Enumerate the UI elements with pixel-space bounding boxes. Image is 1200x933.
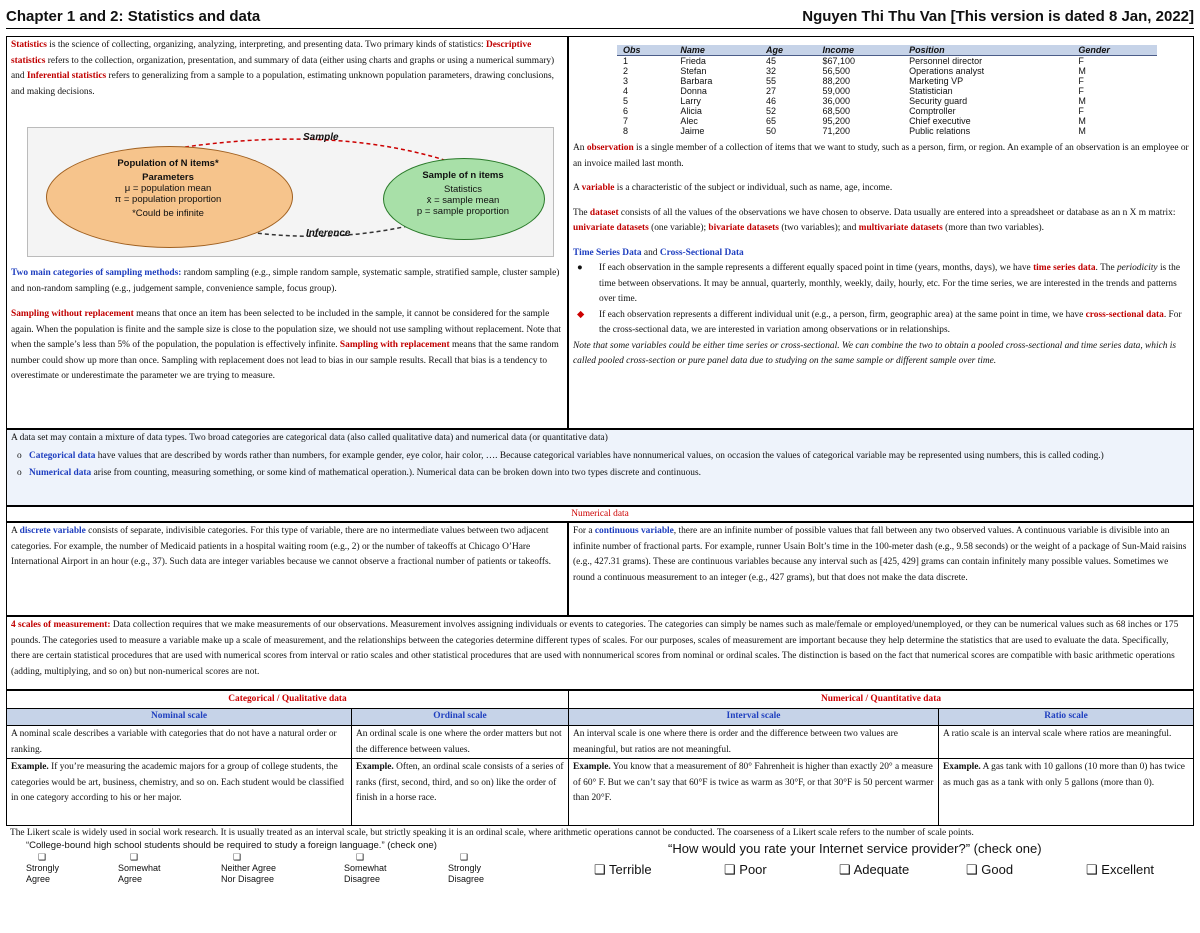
population-note: *Could be infinite xyxy=(132,208,204,219)
table-cell: 7 xyxy=(623,116,629,126)
statistics-text: is the science of collecting, organizing, analyzing, interpreting, and presenting data. Two primary kinds of statistics: xyxy=(46,40,484,50)
checkbox-icon[interactable]: ❑ xyxy=(1086,862,1102,877)
rating-option-label: Adequate xyxy=(853,862,910,877)
likert-option-label: Agree xyxy=(26,874,51,884)
sample-arrow-label: Sample xyxy=(303,132,339,143)
table-cell: 27 xyxy=(766,86,777,96)
bullet-icon: ◆ xyxy=(577,309,585,320)
numerical-data-header: Numerical data xyxy=(6,506,1194,522)
sampling-methods-term: Two main categories of sampling methods: xyxy=(11,268,182,278)
table-cell: 88,200 xyxy=(822,76,850,86)
timeseries-heading-a: Time Series Data xyxy=(573,247,642,258)
scales-table xyxy=(6,690,1194,826)
timeseries-note: Note that some variables could be either time series or cross-sectional. We can combine the two to obtain a pooled cross-sectional and time series data, which is called pooled cross-section or pure panel data due to studying on the same sample or different sample over time. xyxy=(573,340,1177,367)
sample-cloud-text xyxy=(388,170,538,217)
table-row xyxy=(617,116,1157,126)
likert-option-label: Strongly xyxy=(26,863,60,873)
checkbox-icon[interactable]: ❑ xyxy=(966,862,982,877)
with-replacement-term: Sampling with replacement xyxy=(339,340,450,351)
population-title: Population of N items* xyxy=(117,158,219,169)
likert-examples xyxy=(6,840,1194,890)
observations-table xyxy=(617,45,1157,136)
population-params: Parameters xyxy=(142,172,194,183)
table-cell: F xyxy=(1078,86,1084,96)
observation-text: is a single member of a collection of items that we want to study, such as a person, firm, or region. An example of an observation is an employee or an invoice mailed last month. xyxy=(573,143,1189,169)
interval-column xyxy=(569,709,939,825)
likert-option-label: Somewhat xyxy=(344,863,387,873)
table-cell: 3 xyxy=(623,76,629,86)
checkbox-icon[interactable]: ❑ xyxy=(130,852,139,862)
scales-paragraph xyxy=(6,616,1194,690)
table-cell: 32 xyxy=(766,66,777,76)
table-row xyxy=(617,86,1157,96)
rating-option[interactable] xyxy=(724,862,767,878)
numerical-term: Numerical data xyxy=(29,468,92,479)
rating-option[interactable] xyxy=(1086,862,1154,878)
table-cell: M xyxy=(1078,66,1086,76)
nominal-example-text: If you’re measuring the academic majors for a group of college students, the categories would be art, business, chemistry, and so on. Each student would be classified in one category according to his or her major. xyxy=(11,762,344,804)
table-cell: Public relations xyxy=(909,126,971,136)
rating-option-label: Excellent xyxy=(1101,862,1155,877)
likert-option-label: Somewhat xyxy=(118,863,161,873)
table-cell: 50 xyxy=(766,126,777,136)
likert-option-label: Nor Disagree xyxy=(221,874,275,884)
population-cloud-text xyxy=(68,158,268,219)
datatypes-panel xyxy=(6,429,1194,506)
likert-option[interactable] xyxy=(118,852,161,885)
left-top-panel xyxy=(6,36,568,429)
multivariate-term: multivariate datasets xyxy=(858,223,943,234)
timeseries-bullet-1 xyxy=(573,261,1189,308)
right-top-panel xyxy=(568,36,1194,429)
page xyxy=(6,6,1194,921)
scales-text: Data collection requires that we make measurements of our observations. Measurement involves assigning individuals or events to categories. The categories can simply be names such as male/female or employed/unemployed, or they can be numerical values such as 68 inches or 175 pounds. The categories used to measure a variable make up a scale of measurement, and the relationships between the categories determine different types of scales. For our purposes, scales of measurement are important because they help determine the statistics that are used to evaluate the data. Specifically, there are certain statistical procedures that are used with numerical scores from interval or ratio scales and other statistical procedures that are used with nonnumerical scores from nominal or ordinal scales. The distinction is based on the fact that numerical scores are compatible with basic arithmetic operations (adding, multiplying, and so on) but non-numerical scores are not. xyxy=(11,620,1179,677)
table-cell: Frieda xyxy=(680,56,706,66)
ratio-example-label: Example. xyxy=(943,762,981,772)
checkbox-icon[interactable]: ❑ xyxy=(233,852,242,862)
interval-example-text: You know that a measurement of 80° Fahrenheit is higher than exactly 20° a measure of 60° F. But we can’t say that 60°F is twice as warm as 30°F, or that 30°F is 50 percent warmer than 20°F. xyxy=(573,762,934,804)
bullet1-post: is the time between observations. It may be annual, quarterly, monthly, weekly, daily, hourly, etc. For the time series, we are interested in the trends and patterns over time. xyxy=(599,263,1181,305)
obs-col-header: Gender xyxy=(1072,45,1157,56)
descriptive-text: refers to the collection, organization, presentation, and summary of data (either using charts and graphs or using a numerical summary) and xyxy=(11,55,555,82)
circle-bullet-icon: o xyxy=(17,450,22,461)
continuous-term: continuous variable xyxy=(594,526,674,536)
nominal-column xyxy=(7,709,352,825)
intro-paragraph xyxy=(7,37,567,101)
rating-option-label: Poor xyxy=(739,862,767,877)
interval-example xyxy=(569,759,938,808)
obs-col-header: Name xyxy=(674,45,760,56)
table-cell: Larry xyxy=(680,96,701,106)
sample-xbar: x̄ = sample mean xyxy=(426,195,500,206)
categorical-text: have values that are described by words rather than numbers, for example gender, eye color, hair color, …. Because categorical variables have nonnumerical values, on occasion the values of categorical variable may be represented using numbers, this is called coding.) xyxy=(95,450,1104,461)
table-row xyxy=(617,106,1157,116)
ratio-definition: A ratio scale is an interval scale where ratios are meaningful. xyxy=(939,726,1193,759)
discrete-term: discrete variable xyxy=(19,526,86,536)
table-cell: 56,500 xyxy=(822,66,850,76)
table-cell: 6 xyxy=(623,106,629,116)
table-cell: Stefan xyxy=(680,66,707,76)
rating-option[interactable] xyxy=(839,862,909,878)
bivariate-text: (two variables); and xyxy=(778,223,859,234)
obs-col-header: Income xyxy=(816,45,903,56)
table-cell: Personnel director xyxy=(909,56,983,66)
table-cell: Comptroller xyxy=(909,106,956,116)
circle-bullet-icon: o xyxy=(17,468,22,479)
likert-option[interactable] xyxy=(26,852,59,885)
table-cell: Marketing VP xyxy=(909,76,964,86)
population-mu: μ = population mean xyxy=(124,183,212,194)
timeseries-bullet-2 xyxy=(573,308,1189,339)
variable-text: is a characteristic of the subject or individual, such as name, age, income. xyxy=(614,183,893,194)
population-sample-diagram xyxy=(27,127,554,257)
bullet1-term: time series data xyxy=(1033,263,1096,274)
table-cell: 45 xyxy=(766,56,777,66)
nominal-example-label: Example. xyxy=(11,762,49,772)
table-cell: Chief executive xyxy=(909,116,971,126)
categorical-bullet xyxy=(7,448,1193,466)
nominal-definition: A nominal scale describes a variable with categories that do not have a natural order or ranking. xyxy=(7,726,351,759)
rating-option[interactable] xyxy=(594,862,652,878)
numerical-header: Numerical / Quantitative data xyxy=(569,691,1193,709)
inferential-text: refers to generalizing from a sample to a population, estimating unknown population parameters, drawing conclusions, and making decisions. xyxy=(11,71,554,97)
checkbox-icon[interactable]: ❑ xyxy=(594,862,610,877)
table-cell: 55 xyxy=(766,76,777,86)
inference-arrow-label: Inference xyxy=(306,228,351,239)
ratio-example xyxy=(939,759,1193,792)
obs-col-header: Age xyxy=(760,45,816,56)
table-cell: M xyxy=(1078,116,1086,126)
without-replacement-text: means that once an item has been selected to be included in the sample, it cannot be considered for the sample again. When the population is finite and the sample size is close to the population size, we should not use sampling without replacement. Note that when the sample’s less than 5% of the population, the population is effectively infinite. xyxy=(11,309,561,351)
discrete-panel xyxy=(6,522,568,616)
numerical-text: arise from counting, measuring something, or some kind of mathematical operation.). Numerical data can be broken down into two types discrete and continuous. xyxy=(91,468,701,479)
with-replacement-text: means that the same random number could show up more than once. Sampling with replacement does not lead to bias in our sample results. Recall that bias is a tendency to overestimate or underestimate the parameter we are trying to measure. xyxy=(11,340,559,382)
likert-question-2: “How would you rate your Internet service provider?” (check one) xyxy=(668,841,1042,856)
univariate-term: univariate datasets xyxy=(573,223,649,234)
page-title: Chapter 1 and 2: Statistics and data xyxy=(6,8,261,25)
table-cell: Security guard xyxy=(909,96,968,106)
likert-option-label: Strongly xyxy=(448,863,482,873)
likert-paragraph: The Likert scale is widely used in social work research. It is usually treated as an interval scale, but strictly speaking it is an ordinal scale, where arithmetic operations cannot be conducted. The coarseness of a Likert scale refers to the number of scale points. xyxy=(10,828,974,838)
definitions-section xyxy=(569,140,1193,371)
table-cell: M xyxy=(1078,126,1086,136)
timeseries-heading xyxy=(573,246,1189,262)
table-cell: 52 xyxy=(766,106,777,116)
table-cell: 5 xyxy=(623,96,629,106)
page-header xyxy=(6,6,1194,29)
timeseries-heading-and: and xyxy=(641,247,660,258)
table-cell: 8 xyxy=(623,126,629,136)
table-cell: $67,100 xyxy=(822,56,855,66)
rating-option-label: Terrible xyxy=(609,862,652,877)
table-cell: 4 xyxy=(623,86,629,96)
table-cell: F xyxy=(1078,106,1084,116)
observation-definition xyxy=(573,141,1189,172)
bullet2-post: . For the cross-sectional data, we are interested in variation among observations or in relationships. xyxy=(599,309,1182,336)
table-cell: 46 xyxy=(766,96,777,106)
dataset-term: dataset xyxy=(589,207,619,218)
sample-p: p = sample proportion xyxy=(416,206,510,217)
continuous-panel xyxy=(568,522,1194,616)
observation-term: observation xyxy=(586,143,634,153)
table-cell: 36,000 xyxy=(822,96,850,106)
likert-option[interactable] xyxy=(448,852,484,885)
variable-definition xyxy=(573,181,1189,197)
variable-pre: A xyxy=(573,183,582,194)
without-replacement-term: Sampling without replacement xyxy=(11,309,134,320)
table-cell: M xyxy=(1078,96,1086,106)
table-cell: F xyxy=(1078,56,1084,66)
dataset-definition xyxy=(573,206,1189,237)
univariate-text: (one variable); xyxy=(648,223,709,234)
interval-definition: An interval scale is one where there is order and the difference between two values are meaningful, but ratios are not meaningful. xyxy=(569,726,938,759)
rating-option[interactable] xyxy=(966,862,1013,878)
datatypes-intro: A data set may contain a mixture of data types. Two broad categories are categorical data (also called qualitative data) and numerical data (or quantitative data) xyxy=(11,433,608,443)
likert-option[interactable] xyxy=(344,852,387,885)
table-cell: 65 xyxy=(766,116,777,126)
categorical-header: Categorical / Qualitative data xyxy=(7,691,569,709)
obs-col-header: Position xyxy=(903,45,1072,56)
descriptive-term: Descriptive statistics xyxy=(11,40,532,66)
table-cell: Donna xyxy=(680,86,707,96)
bullet-icon: ● xyxy=(577,263,583,274)
ordinal-column xyxy=(352,709,569,825)
bullet1-ital: periodicity xyxy=(1116,263,1158,274)
table-cell: Barbara xyxy=(680,76,713,86)
sample-stats: Statistics xyxy=(443,184,482,195)
nominal-example xyxy=(7,759,351,808)
checkbox-icon[interactable]: ❑ xyxy=(38,852,47,862)
ratio-column xyxy=(939,709,1193,825)
ratio-example-text: A gas tank with 10 gallons (10 more than 0) has twice as much gas as a tank with only 5 gallons (more than 0). xyxy=(943,762,1185,788)
likert-option-label: Neither Agree xyxy=(221,863,277,873)
sampling-methods-text: random sampling (e.g., simple random sample, systematic sample, stratified sample, cluster sample) and non-random sampling (e.g., judgement sample, convenience sample, focus group). xyxy=(11,268,560,294)
continuous-text: , there are an infinite number of possible values that fall between any two observed values. A continuous variable is divisible into an infinite number of fractional parts. For example, runner Usain Bolt’s time in the 100-meter dash (e.g., 9.58 seconds) or the weight of a package of Sun-Maid raisins (e.g., 427.31 grams). These are continuous variables because any interval such as [425, 429] grams can contain infinitely many possible values. Sometimes we round a continuous measurement to an integer (e.g., 427 grams), but that does not make the data discrete. xyxy=(573,526,1187,583)
bullet1-pre: If each observation in the sample represents a different equally spaced point in time (years, months, days), we have xyxy=(599,263,1034,274)
table-row xyxy=(617,76,1157,86)
ordinal-definition: An ordinal scale is one where the order matters but not the difference between values. xyxy=(352,726,568,759)
interval-title: Interval scale xyxy=(569,709,938,726)
likert-question-1: “College-bound high school students should be required to study a foreign language.” (check one) xyxy=(26,840,437,851)
table-row xyxy=(617,96,1157,106)
table-cell: Alec xyxy=(680,116,698,126)
likert-option-label: Disagree xyxy=(448,874,485,884)
ordinal-example-label: Example. xyxy=(356,762,394,772)
table-cell: 68,500 xyxy=(822,106,850,116)
discrete-text: consists of separate, indivisible categories. For this type of variable, there are no intermediate values between two adjacent categories. For example, the number of Medicaid patients in a hospital waiting room (e.g., 2) or the number of takeoffs at Chicago O’Hare International Airport in an hour (e.g., 37). Such data are integer variables because we cannot observe a fractional number of patients or takeoffs. xyxy=(11,526,551,568)
obs-table-body xyxy=(617,56,1157,137)
dataset-pre: The xyxy=(573,207,590,218)
sampling-section xyxy=(7,265,568,386)
continuous-pre: For a xyxy=(573,526,595,536)
author-line: Nguyen Thi Thu Van [This version is dated 8 Jan, 2022] xyxy=(802,8,1194,25)
checkbox-icon[interactable]: ❑ xyxy=(460,852,469,862)
bullet2-term: cross-sectional data xyxy=(1085,309,1164,320)
table-cell: 95,200 xyxy=(822,116,850,126)
population-pi: π = population proportion xyxy=(114,194,222,205)
obs-col-header: Obs xyxy=(617,45,674,56)
table-cell: Alicia xyxy=(680,106,702,116)
bivariate-term: bivariate datasets xyxy=(708,223,779,234)
nominal-title: Nominal scale xyxy=(7,709,351,726)
dataset-text: consists of all the values of the observations we have chosen to observe. Data usually are entered into a spreadsheet or database as an n X m matrix: xyxy=(618,207,1176,218)
ordinal-title: Ordinal scale xyxy=(352,709,568,726)
variable-term: variable xyxy=(581,183,615,194)
categorical-term: Categorical data xyxy=(29,450,96,461)
ordinal-example xyxy=(352,759,568,808)
obs-table-wrap xyxy=(617,45,1157,136)
discrete-pre: A xyxy=(11,526,20,536)
table-cell: 71,200 xyxy=(822,126,850,136)
table-cell: Operations analyst xyxy=(909,66,985,76)
bullet2-pre: If each observation represents a different individual unit (e.g., a person, firm, geographic area) at the same point in time, we have xyxy=(599,309,1086,320)
likert-option[interactable] xyxy=(221,852,276,885)
checkbox-icon[interactable]: ❑ xyxy=(724,862,740,877)
sample-title: Sample of n items xyxy=(422,170,504,181)
timeseries-heading-b: Cross-Sectional Data xyxy=(659,247,744,258)
sampling-methods-paragraph xyxy=(11,266,565,297)
bullet1-mid: . The xyxy=(1095,263,1117,274)
table-cell: Jaime xyxy=(680,126,705,136)
table-row xyxy=(617,56,1157,67)
likert-option-label: Agree xyxy=(118,874,143,884)
ratio-title: Ratio scale xyxy=(939,709,1193,726)
replacement-paragraph xyxy=(11,307,565,385)
inferential-term: Inferential statistics xyxy=(26,71,107,82)
table-row xyxy=(617,66,1157,76)
table-cell: F xyxy=(1078,76,1084,86)
rating-option-label: Good xyxy=(981,862,1014,877)
obs-table-header xyxy=(617,45,1157,56)
checkbox-icon[interactable]: ❑ xyxy=(356,852,365,862)
table-row xyxy=(617,126,1157,136)
ordinal-example-text: Often, an ordinal scale consists of a series of ranks (first, second, third, and so on) like the order of finish in a horse race. xyxy=(356,762,564,804)
interval-example-label: Example. xyxy=(573,762,611,772)
table-cell: 59,000 xyxy=(822,86,850,96)
observation-pre: An xyxy=(573,143,587,153)
checkbox-icon[interactable]: ❑ xyxy=(839,862,854,877)
table-cell: Statistician xyxy=(909,86,953,96)
table-cell: 2 xyxy=(623,66,629,76)
likert-option-label: Disagree xyxy=(344,874,381,884)
statistics-term: Statistics xyxy=(11,40,47,50)
scales-term: 4 scales of measurement: xyxy=(11,620,111,630)
numerical-bullet xyxy=(7,465,1193,483)
multivariate-text: (more than two variables). xyxy=(942,223,1045,234)
table-cell: 1 xyxy=(623,56,629,66)
